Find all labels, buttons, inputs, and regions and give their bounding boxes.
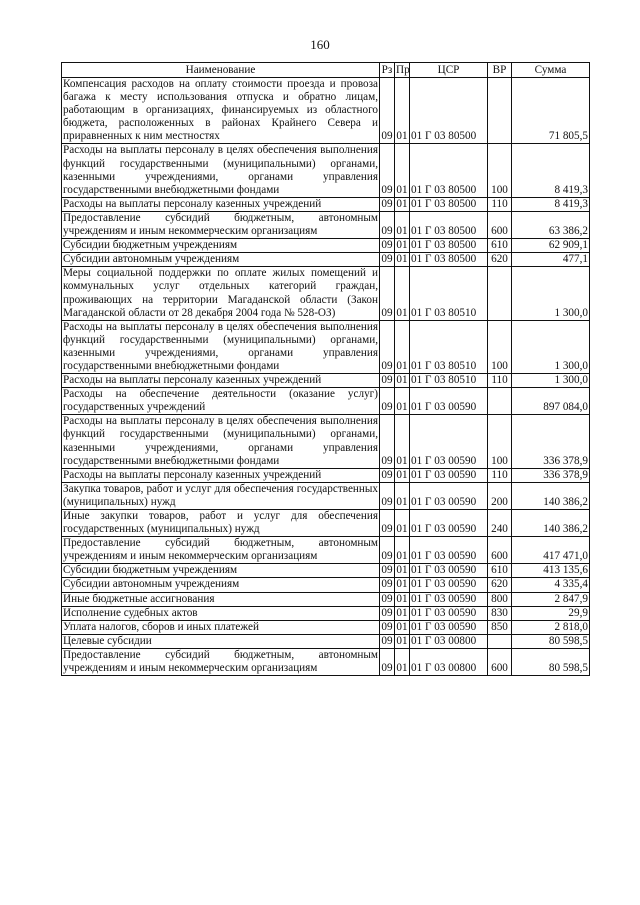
row-vr: 620 [488,253,512,267]
row-pr: 01 [396,197,408,210]
row-pr: 01 [396,239,408,252]
row-sum: 80 598,5 [512,634,590,648]
row-pr: 01 [395,144,410,197]
table-row [62,564,590,578]
row-rz: 09 [381,634,393,647]
column-header-vr: ВР [488,63,512,78]
row-vr [488,78,512,144]
table-row [62,78,590,144]
row-sum: 477,1 [512,253,590,267]
row-vr: 830 [488,606,512,620]
row-csr: 01 Г 03 00590 [410,578,488,592]
row-rz: 09 [380,144,395,197]
row-rz: 09 [381,374,393,387]
row-name: Исполнение судебных актов [62,606,380,620]
row-pr: 01 [396,253,408,266]
row-sum: 29,9 [512,606,590,620]
row-name: Субсидии автономным учреждениям [62,253,380,267]
row-pr: 01 [395,415,410,468]
row-csr: 01 Г 03 00590 [410,606,488,620]
table-row [62,620,590,634]
table-row [62,211,590,238]
row-csr: 01 Г 03 00590 [410,620,488,634]
table-row [62,578,590,592]
row-name: Целевые субсидии [62,634,380,648]
row-vr: 100 [488,415,512,468]
table-row [62,144,590,197]
row-vr: 600 [488,211,512,238]
column-header-rz: Рз [380,63,395,78]
row-rz: 09 [380,320,395,373]
row-pr: 01 [395,211,410,238]
row-sum: 80 598,5 [512,648,590,675]
row-rz: 09 [381,197,393,210]
row-rz: 09 [381,606,393,619]
row-csr: 01 Г 03 80500 [410,197,488,211]
row-pr: 01 [395,267,410,320]
row-csr: 01 Г 03 80500 [410,239,488,253]
row-vr: 620 [488,578,512,592]
table-row [62,197,590,211]
row-pr: 01 [396,564,408,577]
row-csr: 01 Г 03 00800 [410,648,488,675]
row-csr: 01 Г 03 80510 [410,320,488,373]
row-name: Расходы на выплаты персоналу казенных учреждений [62,197,380,211]
row-sum: 140 386,2 [512,482,590,509]
row-csr: 01 Г 03 00590 [410,564,488,578]
row-name: Расходы на обеспечение деятельности (оказание услуг) государственных учреждений [63,388,378,414]
row-csr: 01 Г 03 00800 [410,634,488,648]
row-name: Меры социальной поддержки по оплате жилых помещений и коммунальных услуг отдельных категорий граждан, проживающих на территории Магаданской области (Закон Магаданской области от 28 декабря 2004 года № 528-ОЗ) [63,267,378,319]
row-name: Закупка товаров, работ и услуг для обеспечения государственных (муниципальных) нужд [63,482,378,508]
row-csr: 01 Г 03 00590 [410,415,488,468]
row-rz: 09 [381,253,393,266]
row-csr: 01 Г 03 80500 [410,253,488,267]
row-sum: 1 300,0 [512,374,590,388]
row-sum: 8 419,3 [512,144,590,197]
row-rz: 09 [381,592,393,605]
row-pr: 01 [396,592,408,605]
row-rz: 09 [380,78,395,144]
row-csr: 01 Г 03 00590 [410,388,488,415]
table-row [62,634,590,648]
table-row [62,374,590,388]
row-rz: 09 [380,415,395,468]
row-sum: 62 909,1 [512,239,590,253]
row-rz: 09 [380,388,395,415]
table-header-row [62,63,590,78]
row-vr: 110 [488,374,512,388]
table-row [62,415,590,468]
table-row [62,239,590,253]
table-row [62,510,590,537]
row-csr: 01 Г 03 00590 [410,537,488,564]
row-csr: 01 Г 03 00590 [410,592,488,606]
row-pr: 01 [395,482,410,509]
row-rz: 09 [381,620,393,633]
row-name: Иные закупки товаров, работ и услуг для обеспечения государственных (муниципальных) нужд [63,510,378,536]
row-csr: 01 Г 03 00590 [410,482,488,509]
row-rz: 09 [380,537,395,564]
table-row [62,388,590,415]
row-pr: 01 [395,648,410,675]
row-sum: 336 378,9 [512,415,590,468]
table-row [62,267,590,320]
budget-table [61,62,590,676]
row-sum: 2 818,0 [512,620,590,634]
row-vr [488,267,512,320]
row-csr: 01 Г 03 80500 [410,144,488,197]
table-row [62,537,590,564]
row-name: Субсидии бюджетным учреждениям [62,564,380,578]
row-vr: 610 [488,239,512,253]
column-header-name: Наименование [62,63,380,78]
row-csr: 01 Г 03 00590 [410,468,488,482]
row-pr: 01 [395,510,410,537]
row-vr: 110 [488,468,512,482]
row-name: Уплата налогов, сборов и иных платежей [62,620,380,634]
row-sum: 897 084,0 [512,388,590,415]
row-name: Расходы на выплаты персоналу казенных учреждений [62,374,380,388]
row-pr: 01 [395,388,410,415]
row-name: Расходы на выплаты персоналу в целях обеспечения выполнения функций государственными (муниципальными) органами, казенными учреждениями, органами управления государственными внебюджетными фондами [63,415,378,467]
row-sum: 8 419,3 [512,197,590,211]
row-name: Предоставление субсидий бюджетным, автономным учреждениям и иным некоммерческим организациям [63,648,378,675]
row-vr: 850 [488,620,512,634]
row-vr: 100 [488,320,512,373]
row-rz: 09 [380,510,395,537]
row-pr: 01 [396,578,408,591]
table-row [62,468,590,482]
row-vr [488,388,512,415]
row-csr: 01 Г 03 00590 [410,510,488,537]
row-name: Расходы на выплаты персоналу в целях обеспечения выполнения функций государственными (муниципальными) органами, казенными учреждениями, органами управления государственными внебюджетными фондами [63,144,378,196]
row-rz: 09 [380,211,395,238]
row-rz: 09 [381,239,393,252]
row-pr: 01 [395,320,410,373]
row-pr: 01 [396,634,408,647]
row-sum: 4 335,4 [512,578,590,592]
row-name: Предоставление субсидий бюджетным, автономным учреждениям и иным некоммерческим организациям [63,537,378,563]
row-csr: 01 Г 03 80510 [410,267,488,320]
row-name: Расходы на выплаты персоналу в целях обеспечения выполнения функций государственными (муниципальными) органами, казенными учреждениями, органами управления государственными внебюджетными фондами [63,320,378,372]
row-sum: 2 847,9 [512,592,590,606]
row-vr: 240 [488,510,512,537]
row-rz: 09 [381,468,393,481]
row-csr: 01 Г 03 80500 [410,78,488,144]
row-vr: 100 [488,144,512,197]
row-pr: 01 [396,468,408,481]
row-csr: 01 Г 03 80500 [410,211,488,238]
row-pr: 01 [396,606,408,619]
row-sum: 71 805,5 [512,78,590,144]
column-header-pr: Пр [396,63,410,76]
row-name: Предоставление субсидий бюджетным, автономным учреждениям и иным некоммерческим организациям [63,211,378,238]
table-row [62,253,590,267]
column-header-sum: Сумма [512,63,590,78]
row-name: Субсидии автономным учреждениям [62,578,380,592]
row-pr: 01 [395,537,410,564]
row-sum: 63 386,2 [512,211,590,238]
row-vr: 110 [488,197,512,211]
row-name: Субсидии бюджетным учреждениям [62,239,380,253]
row-name: Расходы на выплаты персоналу казенных учреждений [62,468,380,482]
row-sum: 140 386,2 [512,510,590,537]
row-rz: 09 [380,648,395,675]
row-rz: 09 [380,267,395,320]
table-row [62,606,590,620]
row-pr: 01 [396,620,408,633]
table-row [62,482,590,509]
row-name: Компенсация расходов на оплату стоимости проезда и провоза багажа к месту использования отпуска и обратно лицам, работающим в организациях, финансируемых из областного бюджета, расположенных в районах Крайнего Севера и приравненных к ним местностях [63,78,378,143]
table-body [62,78,590,676]
row-sum: 336 378,9 [512,468,590,482]
row-vr [488,634,512,648]
row-vr: 200 [488,482,512,509]
row-sum: 417 471,0 [512,537,590,564]
row-sum: 1 300,0 [512,320,590,373]
row-name: Иные бюджетные ассигнования [62,592,380,606]
row-vr: 800 [488,592,512,606]
row-rz: 09 [380,482,395,509]
row-sum: 413 135,6 [512,564,590,578]
column-header-csr: ЦСР [410,63,488,78]
row-rz: 09 [381,564,393,577]
page-number: 160 [310,37,330,52]
row-vr: 600 [488,648,512,675]
table-row [62,320,590,373]
row-csr: 01 Г 03 80510 [410,374,488,388]
table-row [62,592,590,606]
table-row [62,648,590,675]
row-rz: 09 [381,578,393,591]
row-pr: 01 [395,78,410,144]
row-pr: 01 [396,374,408,387]
row-sum: 1 300,0 [512,267,590,320]
row-vr: 600 [488,537,512,564]
row-vr: 610 [488,564,512,578]
